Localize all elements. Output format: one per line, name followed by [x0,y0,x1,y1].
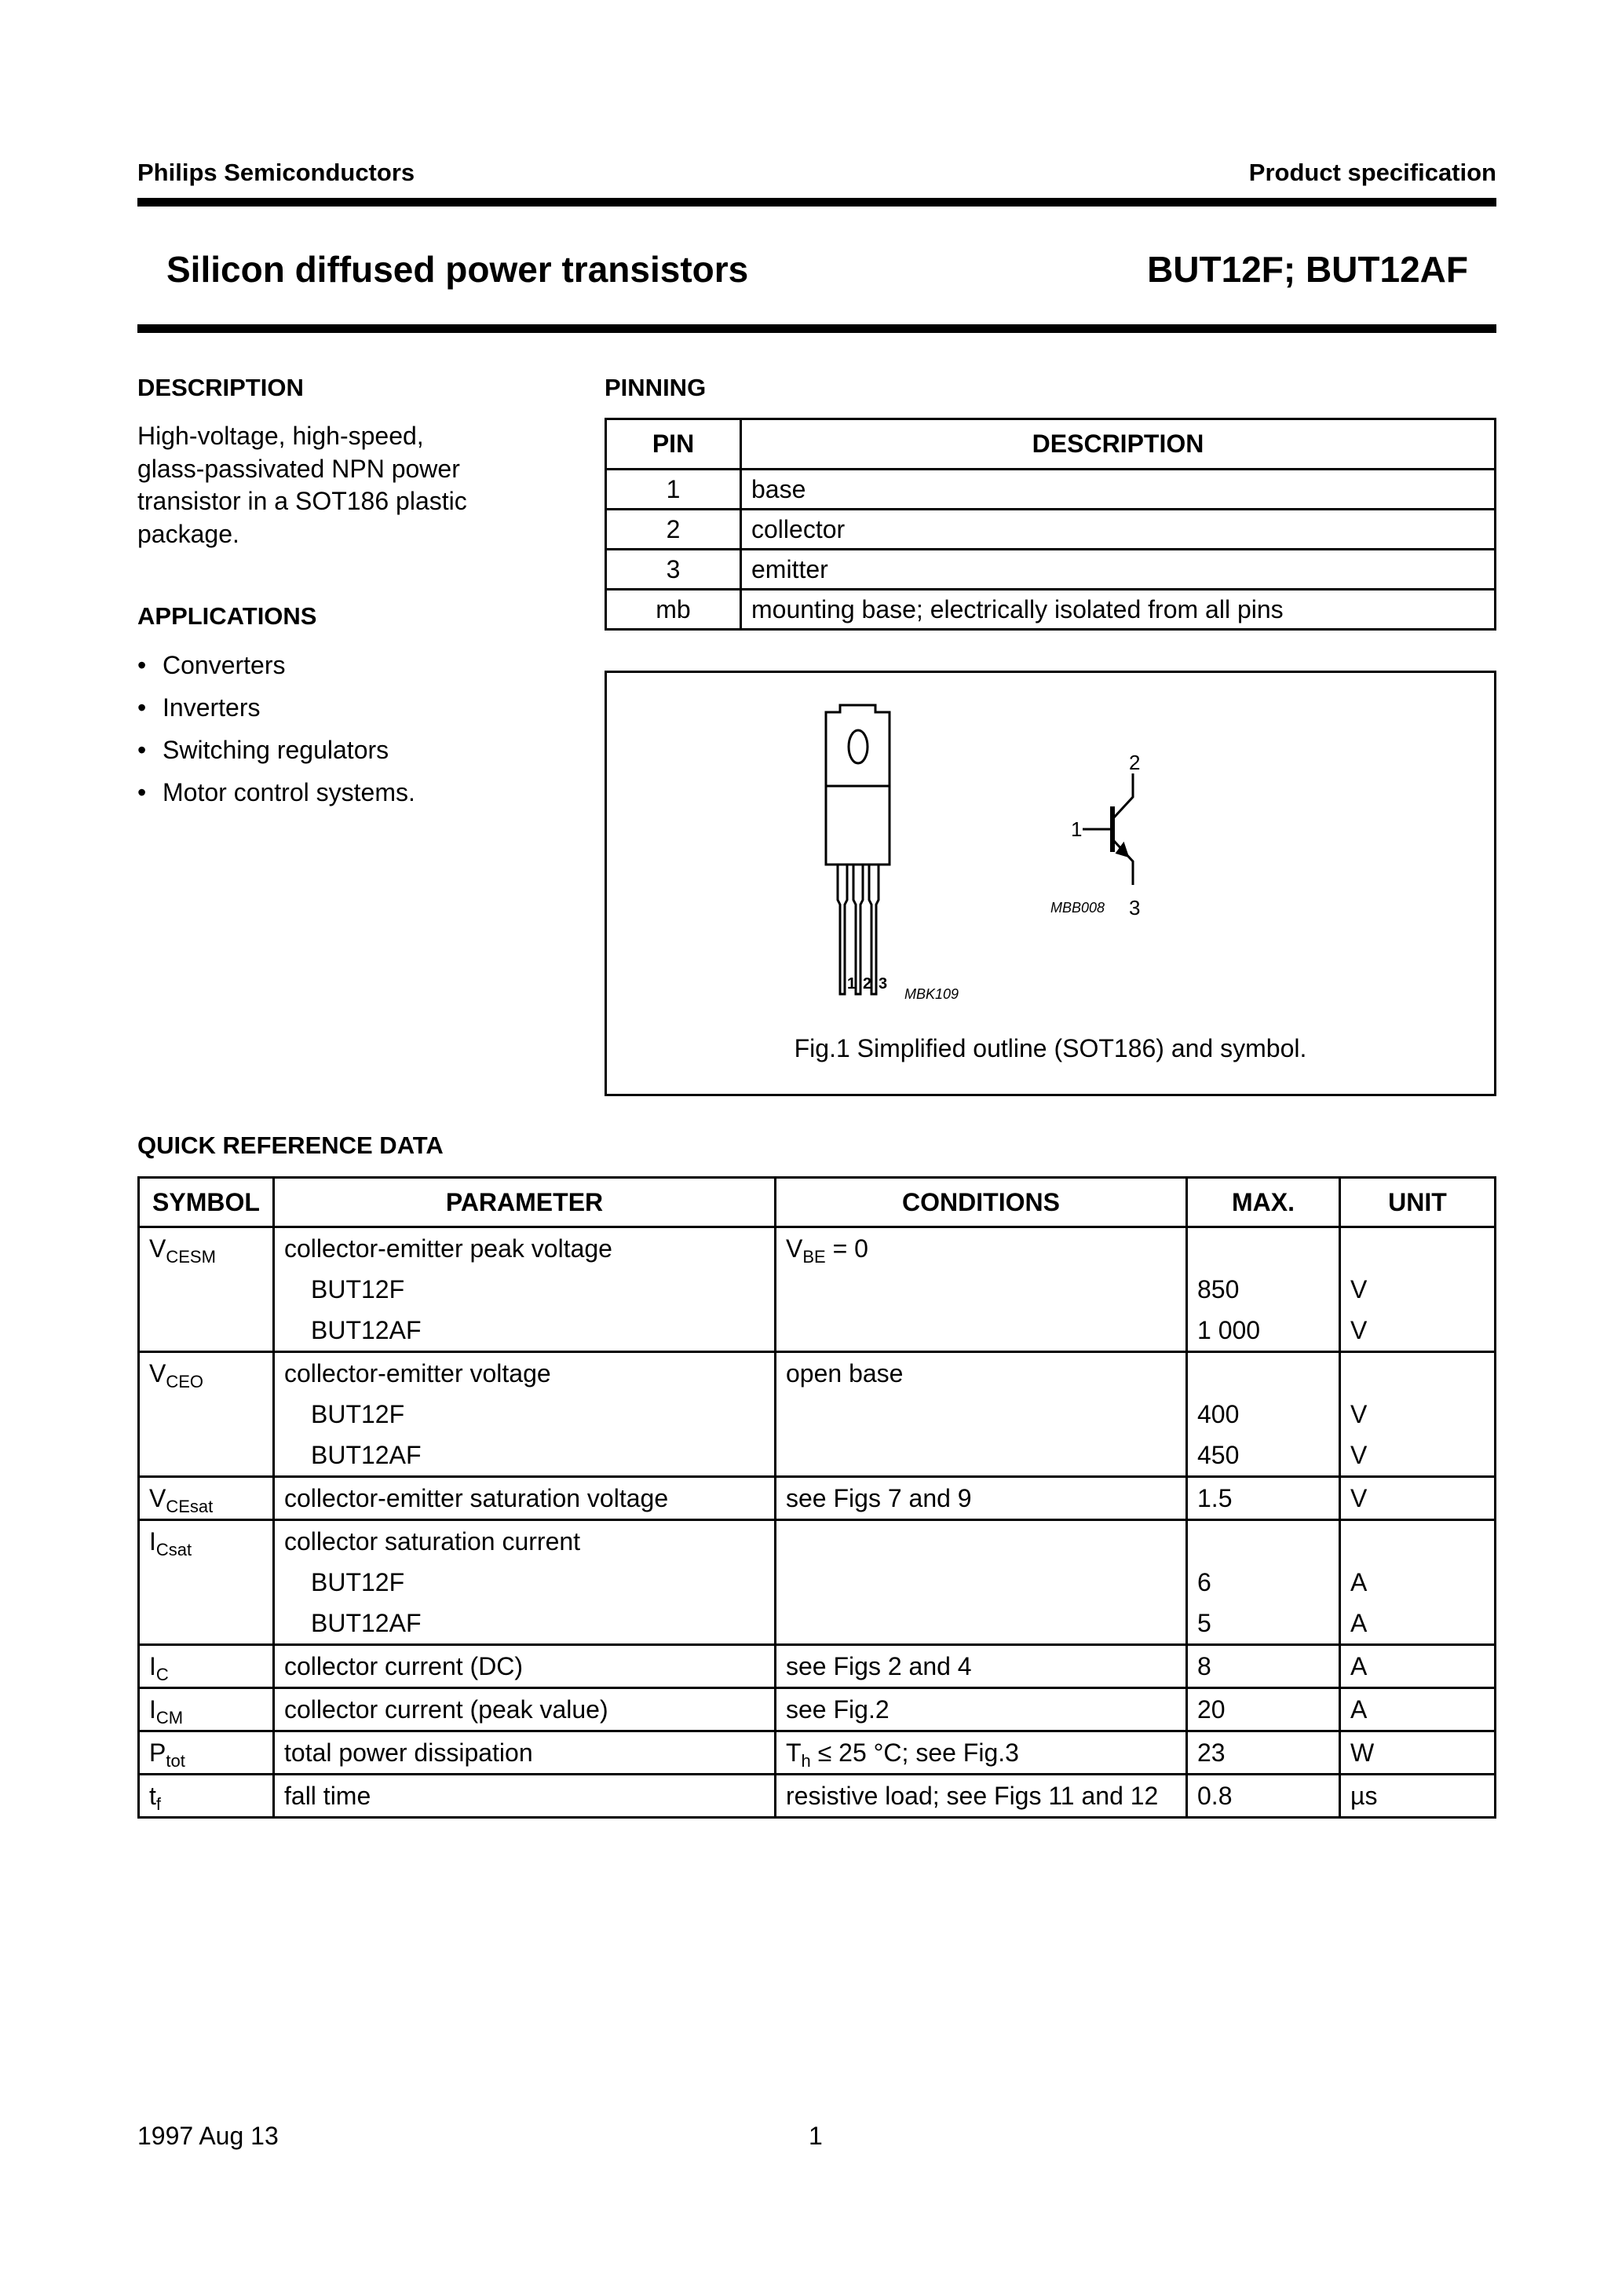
column-header: SYMBOL [139,1178,274,1227]
list-item: • Inverters [163,686,415,729]
page-number: 1 [809,2122,823,2150]
figure-drawing [0,0,1622,1099]
unit: µs [1350,1782,1378,1810]
quick-reference-table [137,1176,1496,1819]
column-header: DESCRIPTION [741,419,1496,470]
parameter: collector current (peak value) [284,1695,608,1724]
table-row [139,1775,1496,1818]
unit: A [1350,1695,1368,1724]
condition: see Figs 2 and 4 [786,1652,972,1680]
condition: $T_h \le 25$ °C; see Fig.3 [786,1738,1019,1771]
company-name: Philips Semiconductors [137,159,415,186]
symbol: $I_{CM}$ [149,1695,184,1727]
symbol: $P_{tot}$ [149,1738,185,1771]
parameter: collector-emitter saturation voltage [284,1484,669,1512]
npn-transistor-symbol-icon [1083,773,1133,885]
qrd-heading: QUICK REFERENCE DATA [137,1132,444,1159]
parameter-variant: BUT12F [311,1400,405,1428]
part-numbers: BUT12F; BUT12AF [1147,249,1468,290]
condition [786,1521,1176,1562]
table-row [139,1731,1496,1775]
parameter: total power dissipation [284,1738,533,1767]
column-header: PARAMETER [274,1178,776,1227]
lead-label: 3 [879,975,888,993]
condition: see Fig.2 [786,1695,890,1724]
parameter: collector-emitter voltage [284,1359,551,1387]
parameter: collector-emitter peak voltage [284,1234,612,1263]
max-value: 8 [1197,1652,1211,1680]
pin-description: emitter [741,550,1496,590]
symbol: $V_{CEO}$ [149,1359,204,1391]
page-title: Silicon diffused power transistors [166,249,749,290]
unit: V [1350,1275,1368,1303]
pin-number: mb [606,590,741,630]
unit: V [1350,1316,1368,1344]
pin-number: 2 [606,510,741,550]
pin-description: collector [741,510,1496,550]
lead-label: 1 [847,975,857,993]
column-header: MAX. [1187,1178,1340,1227]
table-row [139,1520,1496,1645]
pin-description: mounting base; electrically isolated from all pins [741,590,1496,630]
parameter-variant: BUT12F [311,1275,405,1303]
list-item: • Switching regulators [163,729,415,771]
pin-number: 3 [606,550,741,590]
outline-code: MBK109 [904,986,959,1002]
parameter-variant: BUT12AF [311,1316,422,1344]
unit: A [1350,1568,1368,1596]
pinning-heading: PINNING [605,374,707,401]
max-value: 23 [1197,1738,1226,1767]
condition: $V_{BE} = 0$ [786,1234,868,1267]
pin-number: 1 [606,470,741,510]
symbol: $V_{CEsat}$ [149,1484,214,1516]
description-line: High-voltage, high-speed, [137,422,424,450]
table-row [139,1352,1496,1477]
footer-date: 1997 Aug 13 [137,2122,279,2150]
max-value: 20 [1197,1695,1226,1724]
collector-pin-label: 2 [1129,751,1141,774]
symbol: $t_f$ [149,1782,162,1814]
description-heading: DESCRIPTION [137,374,304,401]
pin-description: base [741,470,1496,510]
lead-label: 2 [863,975,872,993]
max-value: 400 [1197,1400,1240,1428]
symbol: $I_C$ [149,1652,169,1684]
base-pin-label: 1 [1071,817,1083,841]
list-item: • Converters [163,644,415,686]
figure-caption: Fig.1 Simplified outline (SOT186) and symbol. [794,1034,1307,1062]
symbol: $V_{CESM}$ [149,1234,216,1267]
parameter-variant: BUT12F [311,1568,405,1596]
parameter: fall time [284,1782,371,1810]
description-line: package. [137,519,239,548]
unit: V [1350,1484,1368,1512]
max-value: 0.8 [1197,1782,1233,1810]
parameter-variant: BUT12AF [311,1441,422,1469]
emitter-pin-label: 3 [1129,896,1141,919]
max-value: 1.5 [1197,1484,1233,1512]
max-value: 450 [1197,1441,1240,1469]
max-value: 5 [1197,1609,1211,1637]
list-item: • Motor control systems. [163,771,415,813]
unit: V [1350,1400,1368,1428]
table-row [139,1688,1496,1731]
unit: W [1350,1738,1375,1767]
symbol-code: MBB008 [1050,900,1105,916]
parameter: collector saturation current [284,1527,581,1556]
condition: open base [786,1359,904,1387]
package-outline-icon [826,705,890,994]
table-row [139,1477,1496,1520]
column-header: UNIT [1340,1178,1496,1227]
max-value: 850 [1197,1275,1240,1303]
parameter-variant: BUT12AF [311,1609,422,1637]
max-value: 1 000 [1197,1316,1261,1344]
description-line: transistor in a SOT186 plastic [137,487,467,515]
column-header: PIN [606,419,741,470]
max-value: 6 [1197,1568,1211,1596]
table-header-row [139,1178,1496,1227]
column-header: CONDITIONS [776,1178,1187,1227]
condition: resistive load; see Figs 11 and 12 [786,1782,1159,1810]
parameter: collector current (DC) [284,1652,524,1680]
condition: see Figs 7 and 9 [786,1484,972,1512]
applications-heading: APPLICATIONS [137,602,317,630]
symbol: $I_{Csat}$ [149,1527,192,1559]
description-line: glass-passivated NPN power [137,454,460,483]
unit: V [1350,1441,1368,1469]
unit: A [1350,1652,1368,1680]
document-type: Product specification [1248,159,1496,186]
unit: A [1350,1609,1368,1637]
table-row [139,1645,1496,1688]
table-row [139,1227,1496,1352]
